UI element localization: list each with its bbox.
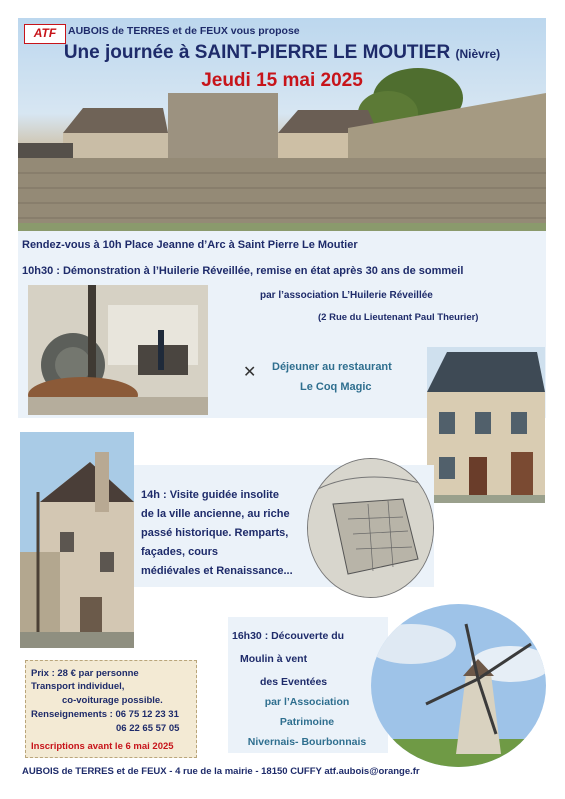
- visit-line: médiévales et Renaissance...: [141, 565, 293, 577]
- old-town-map: [307, 458, 434, 598]
- visit-line: 14h : Visite guidée insolite: [141, 489, 279, 501]
- mill-line: par l’Association: [264, 696, 350, 708]
- lunch-line-1: Déjeuner au restaurant: [272, 361, 392, 373]
- fork-knife-icon: ✕: [243, 364, 257, 381]
- mill-line: Nivernais- Bourbonnais: [247, 736, 367, 748]
- windmill-photo: [371, 604, 546, 767]
- rdv-text: Rendez-vous à 10h Place Jeanne d’Arc à Saint Pierre Le Moutier: [22, 239, 358, 251]
- contact-text: Renseignements : 06 75 12 23 31: [31, 709, 179, 720]
- visit-line: façades, cours: [141, 546, 219, 558]
- title-text: Une journée à SAINT-PIERRE LE MOUTIER: [63, 42, 451, 63]
- lunch-line-2: Le Coq Magic: [300, 381, 372, 393]
- header-photo: [18, 18, 546, 231]
- windmill-association: [232, 692, 382, 752]
- atf-logo: ATF: [24, 24, 66, 44]
- registration-deadline: Inscriptions avant le 6 mai 2025: [31, 741, 174, 752]
- mill-line: 16h30 : Découverte du: [232, 630, 345, 642]
- old-town-photo: [20, 432, 134, 648]
- demo-address-text: (2 Rue du Lieutenant Paul Theurier): [318, 312, 479, 323]
- transport-text-2: co-voiturage possible.: [62, 695, 163, 706]
- restaurant-photo: [427, 347, 545, 503]
- page-title: [18, 42, 546, 64]
- visit-line: de la ville ancienne, au riche: [141, 508, 290, 520]
- mill-line: Moulin à vent: [240, 653, 308, 665]
- contact-phone-2: 06 22 65 57 05: [116, 723, 180, 734]
- transport-text-1: Transport individuel,: [31, 681, 125, 692]
- demo-text: 10h30 : Démonstration à l’Huilerie Réveillée, remise en état après 30 ans de sommeil: [22, 265, 464, 277]
- mill-line: Patrimoine: [279, 716, 335, 728]
- visit-description: [141, 486, 293, 581]
- visit-line: passé historique. Remparts,: [141, 527, 289, 539]
- mill-line: des Eventées: [260, 676, 328, 688]
- event-date: Jeudi 15 mai 2025: [201, 70, 363, 91]
- intro-text: AUBOIS de TERRES et de FEUX vous propose: [68, 25, 300, 37]
- footer-contact: AUBOIS de TERRES et de FEUX - 4 rue de la mairie - 18150 CUFFY atf.aubois@orange.fr: [22, 766, 420, 777]
- price-text: Prix : 28 € par personne: [31, 668, 139, 679]
- oil-mill-photo: [28, 285, 208, 415]
- windmill-description: [232, 625, 344, 694]
- region-text: (Nièvre): [455, 47, 501, 61]
- demo-by-text: par l’association L’Huilerie Réveillée: [260, 290, 433, 301]
